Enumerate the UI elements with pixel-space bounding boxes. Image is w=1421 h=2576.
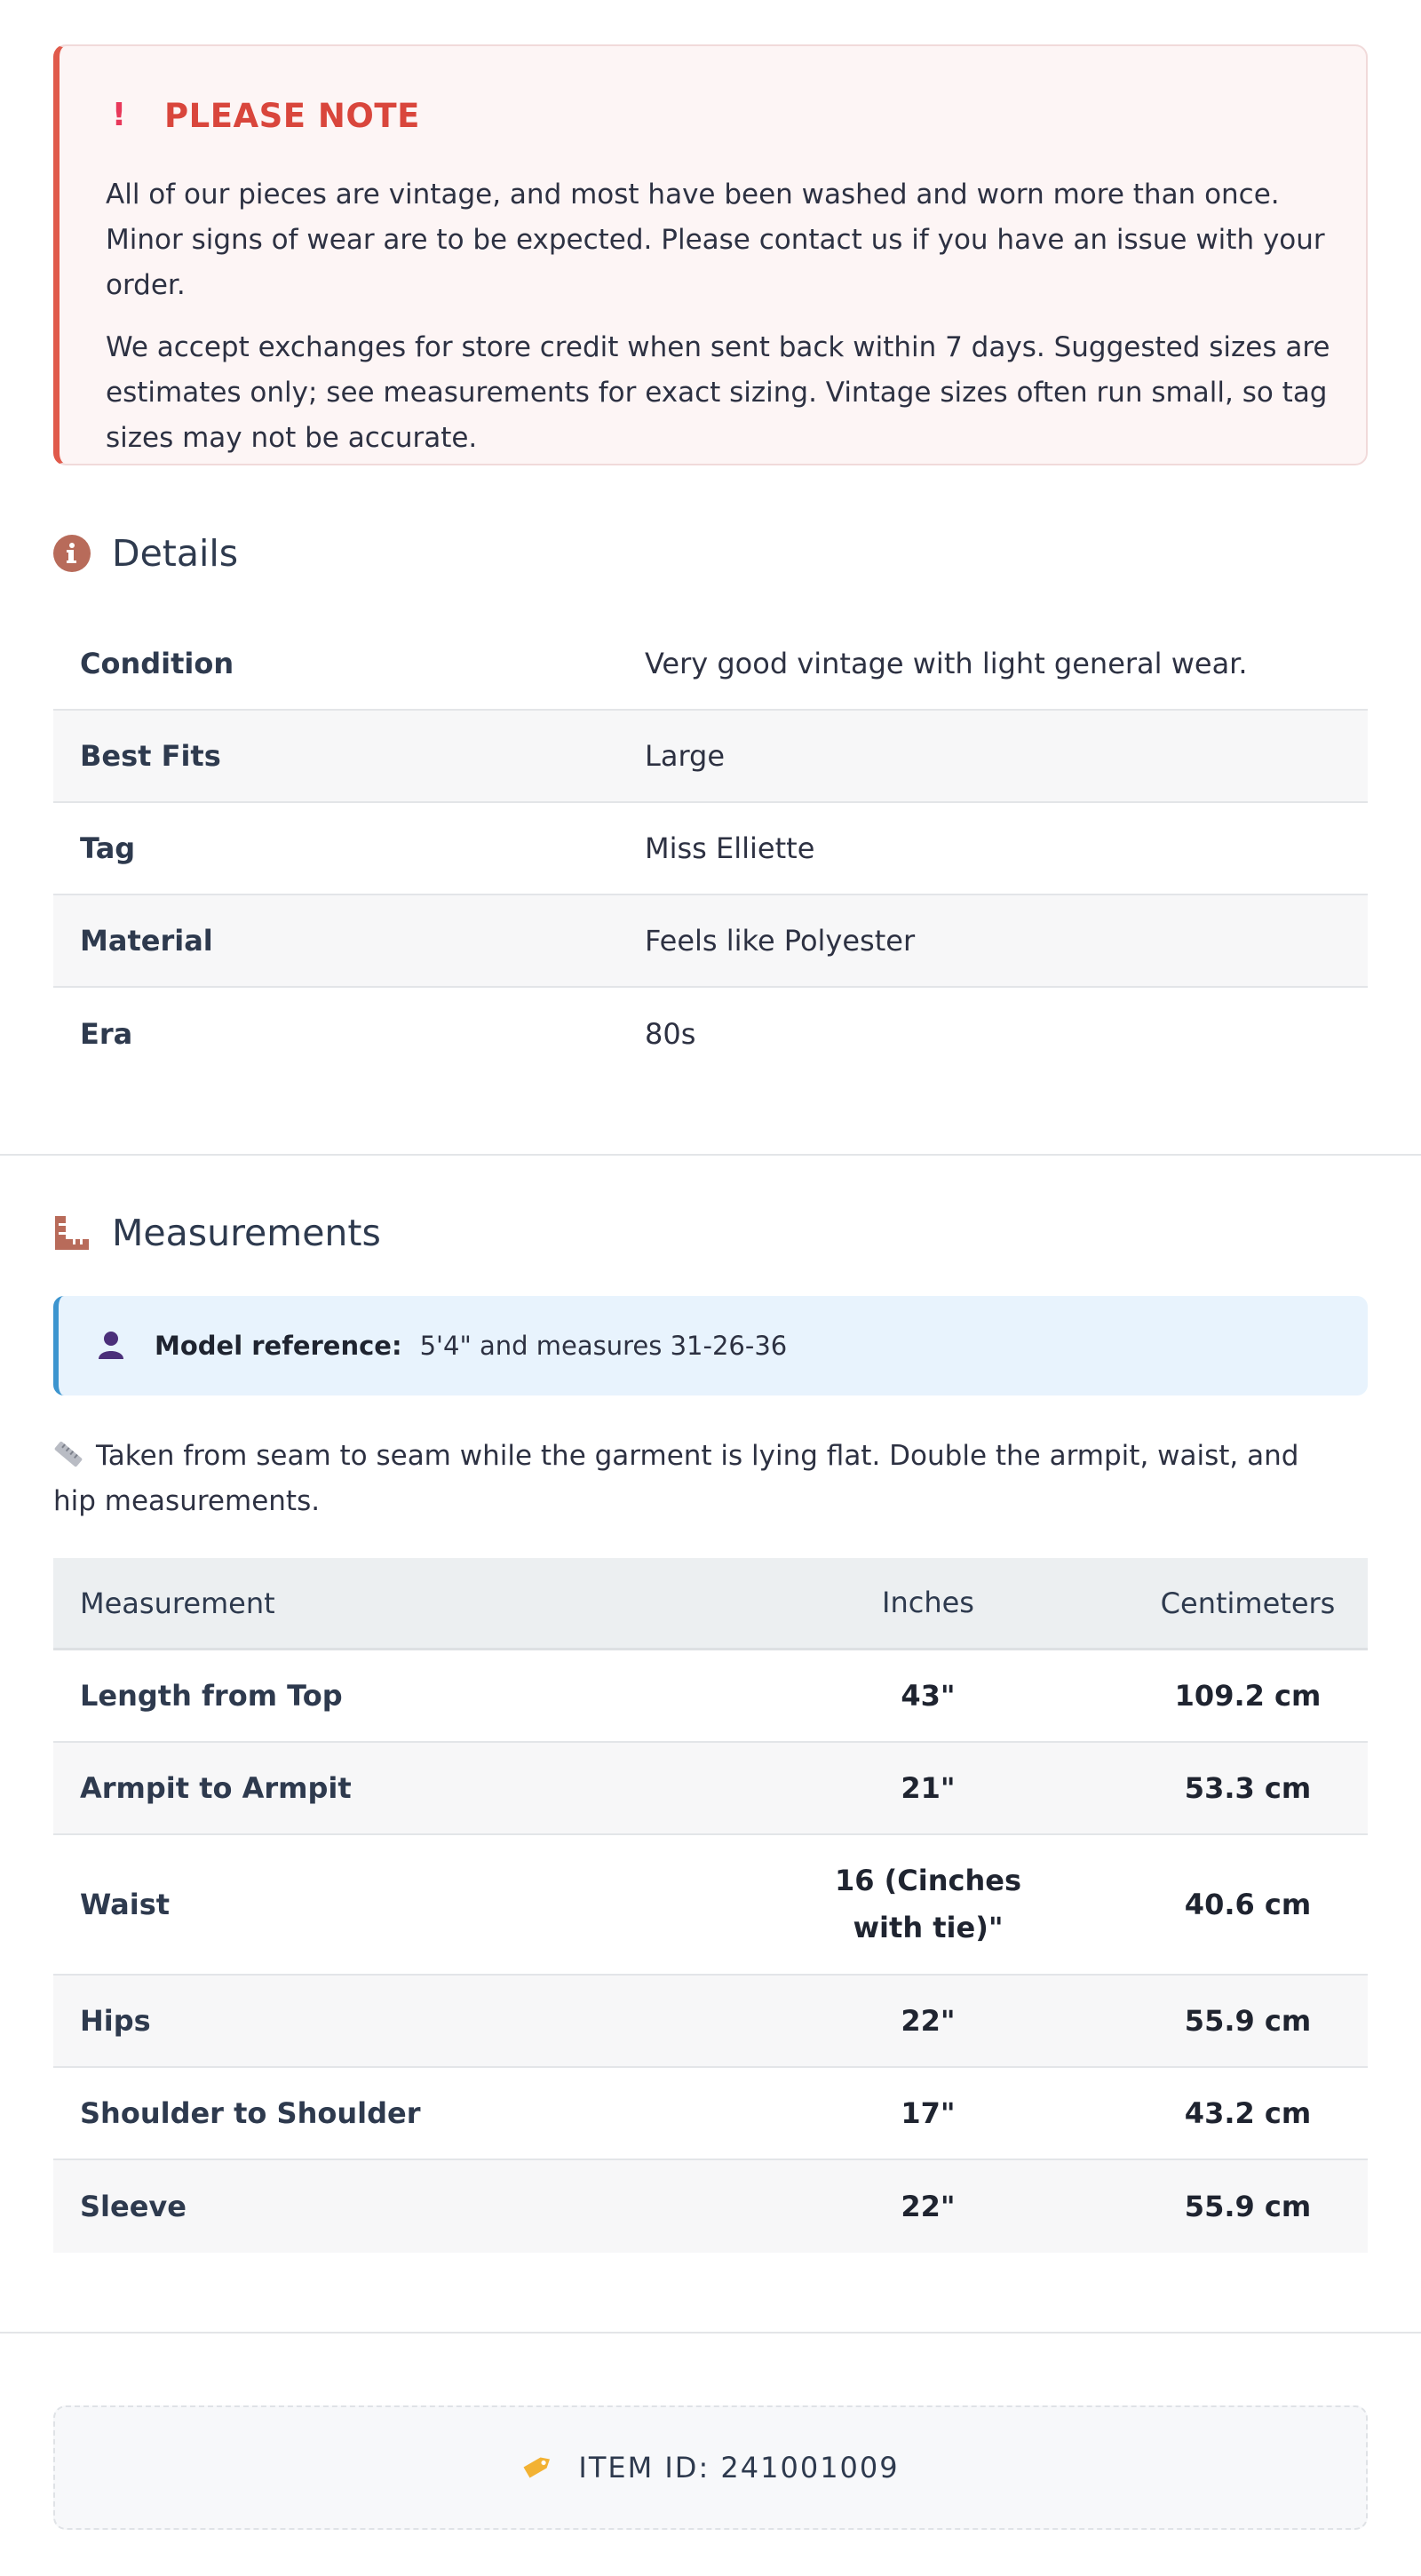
- measurement-cm: 55.9 cm: [1184, 2190, 1312, 2223]
- please-note-callout: [53, 44, 1368, 465]
- measurements-title: Measurements: [112, 1212, 381, 1254]
- section-divider: [0, 2332, 1421, 2334]
- details-heading: [53, 532, 238, 575]
- measurement-name: Hips: [80, 2004, 151, 2038]
- measurement-inches: 17": [901, 2095, 956, 2130]
- measurements-heading: [53, 1212, 381, 1254]
- details-value: Large: [645, 739, 726, 773]
- column-header: Measurement: [80, 1586, 275, 1620]
- tag-icon: [521, 2451, 555, 2485]
- measurement-cm: 43.2 cm: [1184, 2096, 1312, 2130]
- measurement-cm: 53.3 cm: [1184, 1771, 1312, 1805]
- model-reference-label: Model reference:: [155, 1331, 402, 1361]
- table-row: [53, 2160, 1368, 2253]
- details-value: Very good vintage with light general wear.: [645, 647, 1248, 680]
- table-row: [53, 1976, 1368, 2068]
- notice-paragraph: We accept exchanges for store credit when sent back within 7 days. Suggested sizes are estimates only; see measurements for exact sizing. Vintage sizes often run small, so tag sizes may not be accurate.: [106, 331, 1330, 454]
- section-divider: [0, 1154, 1421, 1156]
- notice-header: [106, 98, 1366, 133]
- table-row: [53, 1835, 1368, 1976]
- measurement-inches: 16 (Cinches with tie)": [834, 1864, 1022, 1944]
- model-reference-callout: [53, 1296, 1368, 1395]
- details-label: Material: [80, 924, 213, 958]
- item-id-text: ITEM ID: 241001009: [578, 2451, 900, 2485]
- details-value: Feels like Polyester: [645, 924, 916, 958]
- measurement-name: Sleeve: [80, 2190, 187, 2223]
- measurements-table: [53, 1558, 1368, 2253]
- model-reference-value: 5'4" and measures 31-26-36: [419, 1331, 788, 1361]
- details-label: Tag: [80, 831, 136, 865]
- details-row: [53, 895, 1368, 988]
- measurement-inches: 43": [901, 1678, 956, 1713]
- measurement-note-text: Taken from seam to seam while the garment is lying flat. Double the armpit, waist, and hip measurements.: [53, 1440, 1299, 1517]
- details-label: Condition: [80, 647, 234, 680]
- info-icon: [53, 535, 91, 572]
- measurement-name: Armpit to Armpit: [80, 1771, 352, 1805]
- details-table: [53, 618, 1368, 1080]
- column-header: Inches: [882, 1586, 974, 1619]
- details-row: [53, 618, 1368, 711]
- measurement-name: Waist: [80, 1888, 171, 1921]
- ruler-icon: [53, 1214, 91, 1252]
- measurement-name: Length from Top: [80, 1679, 343, 1713]
- details-row: [53, 803, 1368, 895]
- straight-ruler-icon: [53, 1438, 83, 1468]
- notice-title: PLEASE NOTE: [164, 96, 420, 135]
- measurement-name: Shoulder to Shoulder: [80, 2096, 421, 2130]
- person-icon: [96, 1329, 126, 1363]
- details-row: [53, 711, 1368, 803]
- details-title: Details: [112, 532, 239, 575]
- measurement-inches: 21": [901, 1770, 956, 1805]
- exclamation-icon: !: [111, 97, 127, 133]
- details-label: Era: [80, 1017, 133, 1051]
- table-row: [53, 2068, 1368, 2160]
- measurement-inches: 22": [901, 2003, 956, 2038]
- table-header: [53, 1558, 1368, 1650]
- table-row: [53, 1743, 1368, 1835]
- details-value: Miss Elliette: [645, 831, 815, 865]
- table-row: [53, 1650, 1368, 1743]
- item-id-box: [53, 2405, 1368, 2530]
- measurement-note: [53, 1434, 1332, 1524]
- details-value: 80s: [645, 1017, 696, 1051]
- notice-paragraph: All of our pieces are vintage, and most have been washed and worn more than once. Minor signs of wear are to be expected. Please contact us if you have an issue with your order.: [106, 179, 1325, 301]
- details-row: [53, 988, 1368, 1080]
- column-header: Centimeters: [1160, 1586, 1336, 1620]
- details-label: Best Fits: [80, 739, 221, 773]
- measurement-cm: 40.6 cm: [1184, 1888, 1312, 1921]
- measurement-cm: 55.9 cm: [1184, 2004, 1312, 2038]
- measurement-cm: 109.2 cm: [1174, 1679, 1322, 1713]
- measurement-inches: 22": [901, 2189, 956, 2223]
